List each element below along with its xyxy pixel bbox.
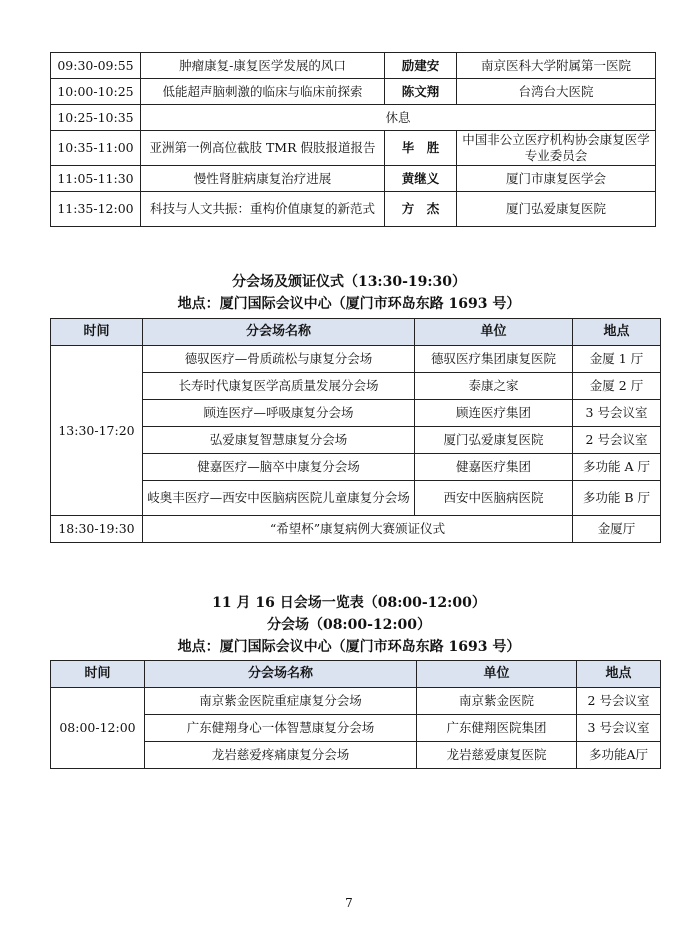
org-cell: 南京医科大学附属第一医院 — [457, 53, 656, 79]
time-cell: 11:05-11:30 — [51, 166, 141, 192]
session-name-cell: 岐奥丰医疗—西安中医脑病医院儿童康复分会场 — [143, 481, 415, 516]
ceremony-row — [51, 516, 661, 543]
place-cell: 多功能 A 厅 — [573, 454, 661, 481]
header-unit: 单位 — [415, 319, 573, 346]
time-cell: 18:30-19:30 — [51, 516, 143, 543]
header-place: 地点 — [577, 661, 661, 688]
unit-cell: 厦门弘爱康复医院 — [415, 427, 573, 454]
table-header-row — [51, 319, 661, 346]
place-cell: 多功能 B 厅 — [573, 481, 661, 516]
time-cell: 10:00-10:25 — [51, 79, 141, 105]
session-name-cell: 广东健翔身心一体智慧康复分会场 — [145, 715, 417, 742]
place-cell: 金厦 2 厅 — [573, 373, 661, 400]
topic-cell: 低能超声脑刺激的临床与临床前探索 — [141, 79, 385, 105]
speaker-cell: 陈文翔 — [385, 79, 457, 105]
unit-cell: 健嘉医疗集团 — [415, 454, 573, 481]
unit-cell: 顾连医疗集团 — [415, 400, 573, 427]
table-row — [51, 373, 661, 400]
unit-cell: 西安中医脑病医院 — [415, 481, 573, 516]
header-name: 分会场名称 — [143, 319, 415, 346]
unit-cell: 广东健翔医院集团 — [417, 715, 577, 742]
table-row — [51, 481, 661, 516]
table-header-row — [51, 661, 661, 688]
topic-cell: 科技与人文共振：重构价值康复的新范式 — [141, 192, 385, 227]
session-name-cell: 德驭医疗—骨质疏松与康复分会场 — [143, 346, 415, 373]
session-name-cell: 弘爱康复智慧康复分会场 — [143, 427, 415, 454]
speaker-cell: 方 杰 — [385, 192, 457, 227]
topic-cell: 肿瘤康复-康复医学发展的风口 — [141, 53, 385, 79]
header-unit: 单位 — [417, 661, 577, 688]
morning-location: 地点：厦门国际会议中心（厦门市环岛东路 1693 号） — [177, 639, 521, 655]
time-cell: 10:35-11:00 — [51, 131, 141, 166]
org-cell: 中国非公立医疗机构协会康复医学专业委员会 — [457, 131, 656, 166]
table-row — [51, 131, 656, 166]
place-cell: 3 号会议室 — [573, 400, 661, 427]
unit-cell: 龙岩慈爱康复医院 — [417, 742, 577, 769]
org-cell: 厦门弘爱康复医院 — [457, 192, 656, 227]
table-row — [51, 192, 656, 227]
morning-session-table — [50, 660, 661, 769]
table-row — [51, 688, 661, 715]
header-place: 地点 — [573, 319, 661, 346]
session-name-cell: 长寿时代康复医学高质量发展分会场 — [143, 373, 415, 400]
afternoon-location: 地点：厦门国际会议中心（厦门市环岛东路 1693 号） — [177, 296, 521, 312]
unit-cell: 南京紫金医院 — [417, 688, 577, 715]
session-name-cell: 龙岩慈爱疼痛康复分会场 — [145, 742, 417, 769]
place-cell: 多功能A厅 — [577, 742, 661, 769]
unit-cell: 泰康之家 — [415, 373, 573, 400]
speaker-cell: 毕 胜 — [385, 131, 457, 166]
header-time: 时间 — [51, 319, 143, 346]
place-cell: 2 号会议室 — [577, 688, 661, 715]
break-cell: 休息 — [141, 105, 656, 131]
speaker-cell: 励建安 — [385, 53, 457, 79]
program-table — [50, 52, 656, 227]
session-name-cell: 健嘉医疗—脑卒中康复分会场 — [143, 454, 415, 481]
morning-subtitle: 分会场（08:00-12:00） — [266, 617, 432, 633]
topic-cell: 亚洲第一例高位截肢 TMR 假肢报道报告 — [141, 131, 385, 166]
time-cell: 10:25-10:35 — [51, 105, 141, 131]
session-name-cell: 顾连医疗—呼吸康复分会场 — [143, 400, 415, 427]
place-cell: 金厦厅 — [573, 516, 661, 543]
place-cell: 金厦 1 厅 — [573, 346, 661, 373]
header-time: 时间 — [51, 661, 145, 688]
org-cell: 厦门市康复医学会 — [457, 166, 656, 192]
time-cell: 11:35-12:00 — [51, 192, 141, 227]
page-number: 7 — [345, 896, 353, 910]
header-name: 分会场名称 — [145, 661, 417, 688]
session-name-cell: 南京紫金医院重症康复分会场 — [145, 688, 417, 715]
unit-cell: 德驭医疗集团康复医院 — [415, 346, 573, 373]
table-row — [51, 454, 661, 481]
table-row — [51, 427, 661, 454]
speaker-cell: 黄继义 — [385, 166, 457, 192]
table-row — [51, 79, 656, 105]
table-row — [51, 53, 656, 79]
morning-title: 11 月 16 日会场一览表（08:00-12:00） — [212, 595, 486, 611]
table-row — [51, 166, 656, 192]
table-row — [51, 105, 656, 131]
place-cell: 2 号会议室 — [573, 427, 661, 454]
time-cell: 13:30-17:20 — [51, 346, 143, 516]
time-cell: 09:30-09:55 — [51, 53, 141, 79]
table-row — [51, 346, 661, 373]
afternoon-session-table — [50, 318, 661, 543]
ceremony-name-cell: “希望杯”康复病例大赛颁证仪式 — [143, 516, 573, 543]
afternoon-title: 分会场及颁证仪式（13:30-19:30） — [231, 274, 467, 290]
org-cell: 台湾台大医院 — [457, 79, 656, 105]
table-row — [51, 400, 661, 427]
time-cell: 08:00-12:00 — [51, 688, 145, 769]
place-cell: 3 号会议室 — [577, 715, 661, 742]
topic-cell: 慢性肾脏病康复治疗进展 — [141, 166, 385, 192]
